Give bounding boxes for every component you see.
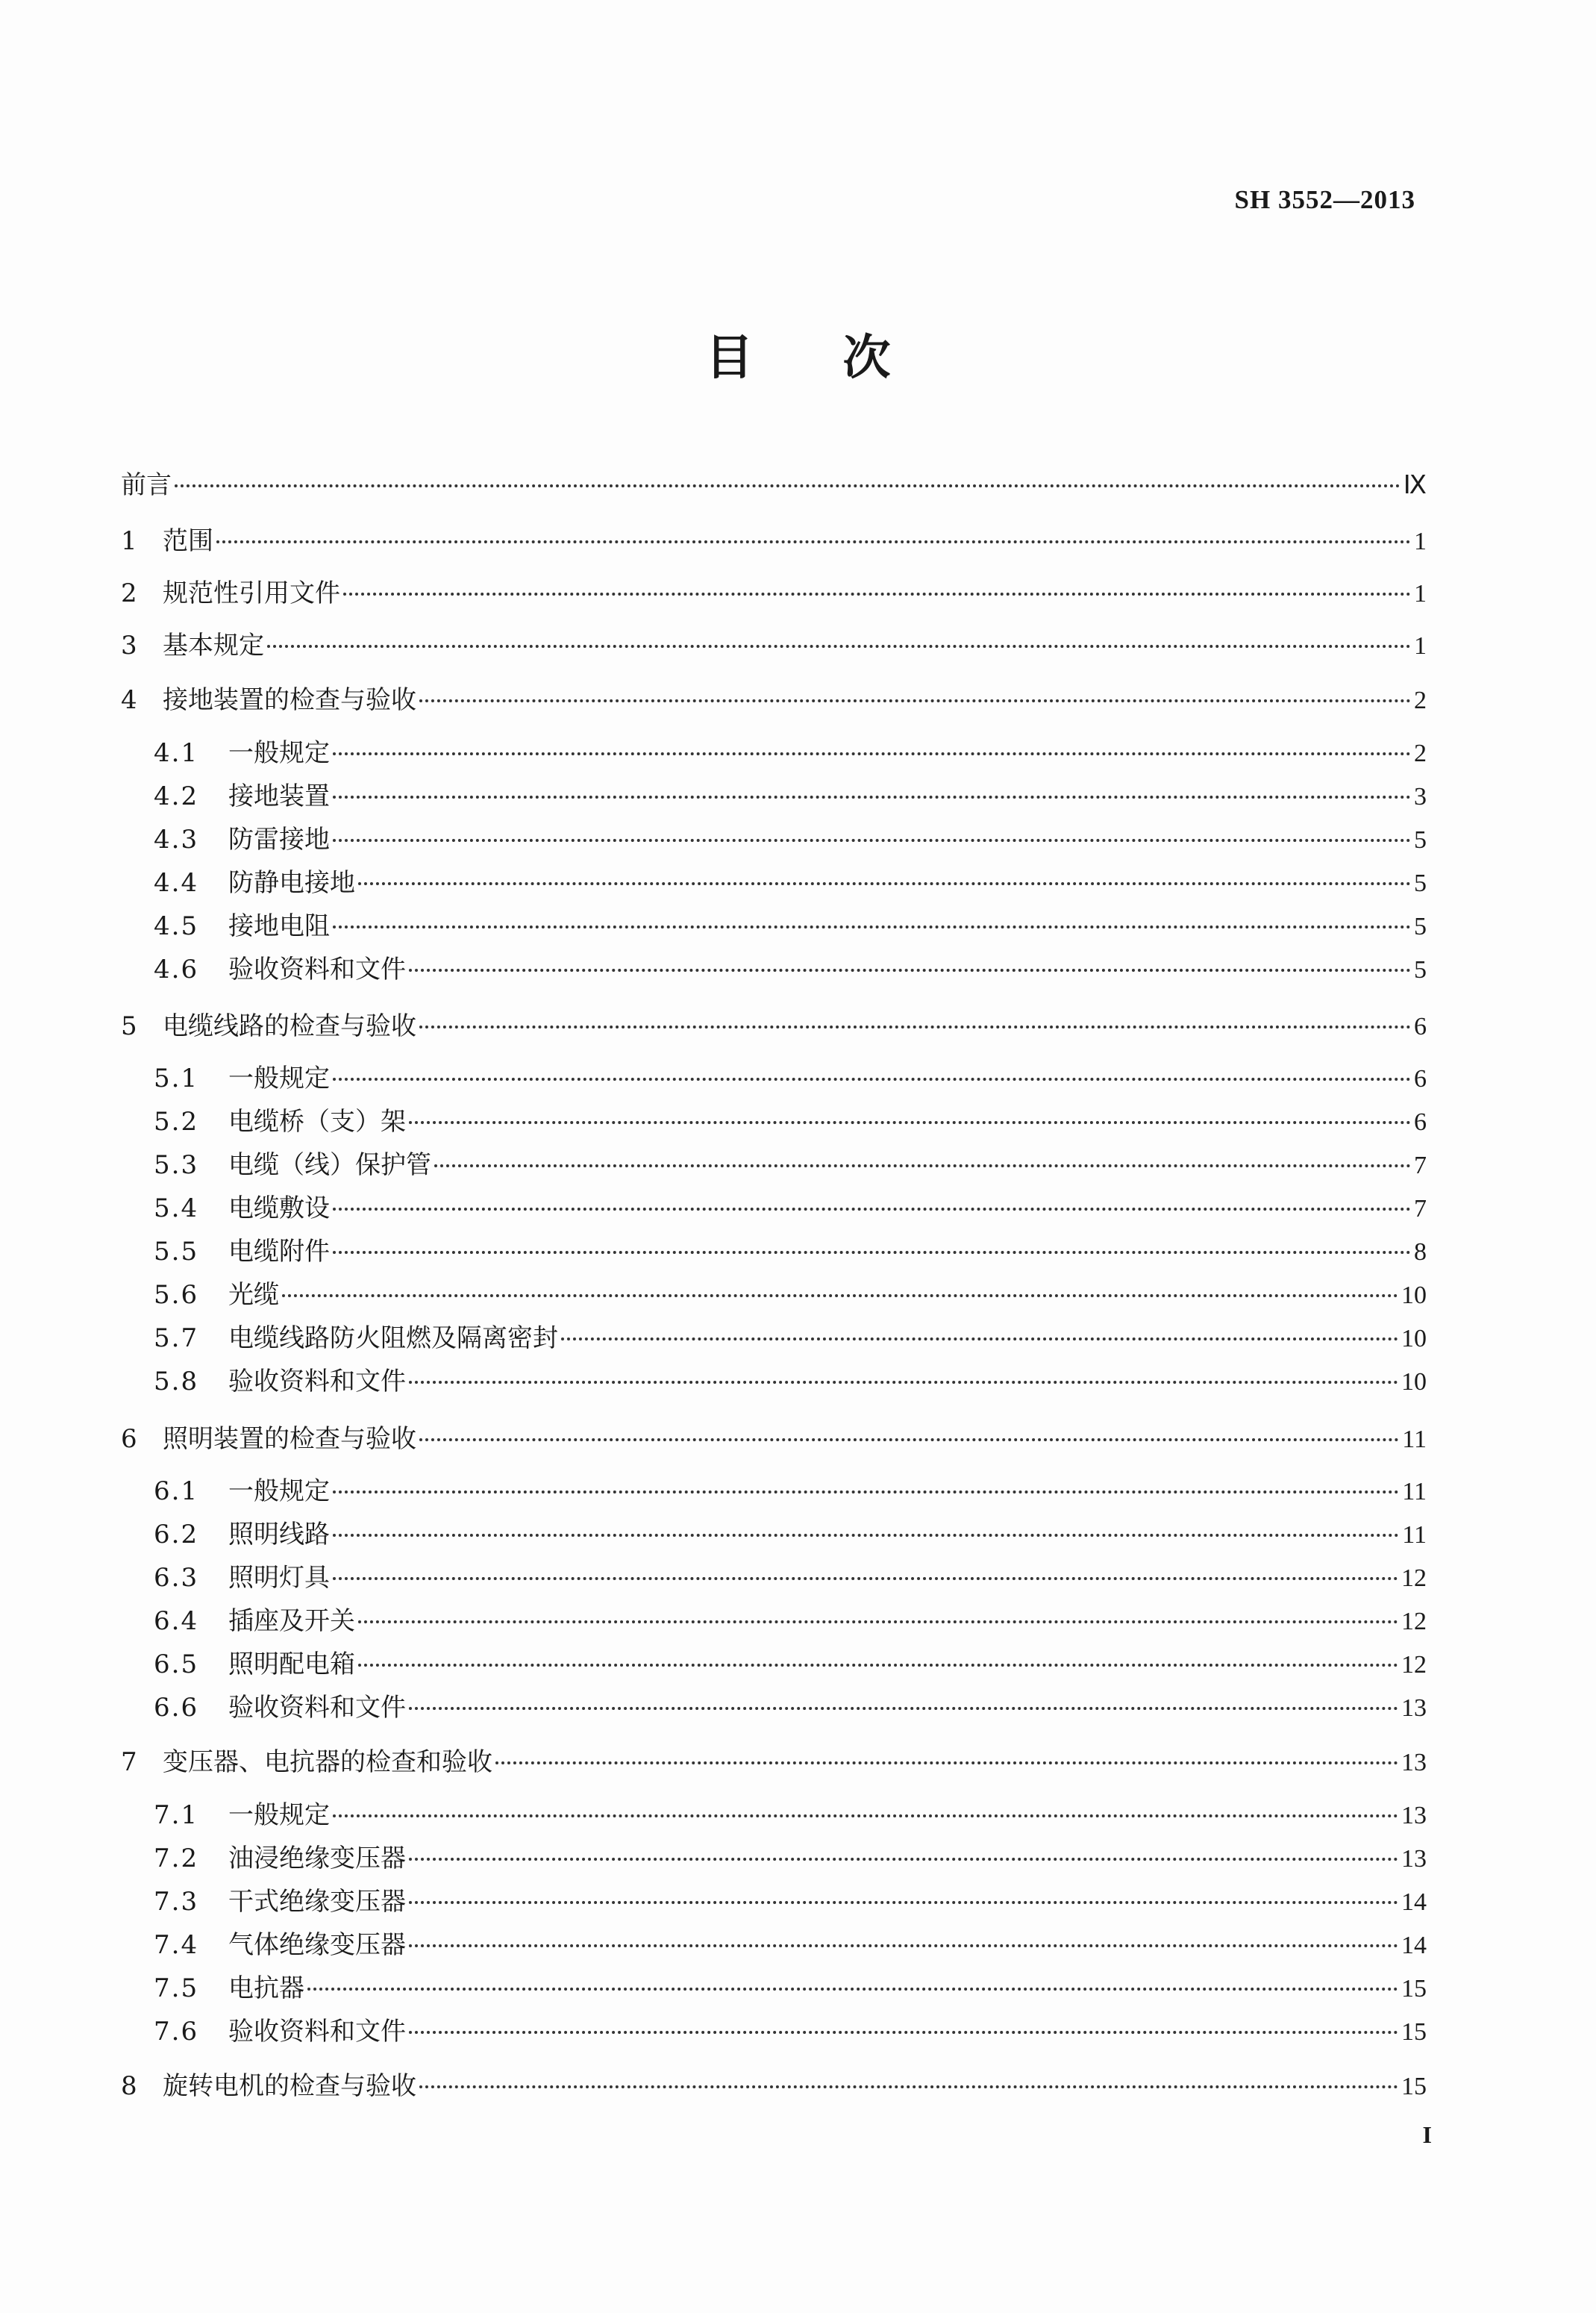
toc-entry-number: 4.4: [154, 868, 199, 898]
dot-leader: [409, 1381, 1398, 1384]
toc-entry-page: 5: [1414, 956, 1427, 984]
toc-entry-label: 电缆桥（支）架: [228, 1107, 406, 1137]
toc-entry-page: 10: [1401, 1282, 1427, 1309]
dot-leader: [419, 699, 1411, 702]
toc-entry[interactable]: [154, 1363, 1427, 1400]
toc-entry-number: 6.3: [154, 1563, 199, 1593]
toc-entry[interactable]: [154, 1060, 1427, 1097]
toc-entry-page: 15: [1401, 2073, 1427, 2100]
toc-entry-page: 14: [1401, 1888, 1427, 1916]
toc-entry-page: 6: [1414, 1013, 1427, 1040]
toc-entry-label: 一般规定: [228, 1476, 330, 1506]
toc-entry[interactable]: [154, 1320, 1427, 1357]
toc-entry-page: 5: [1414, 826, 1427, 854]
toc-entry-number: 4.3: [154, 825, 199, 855]
toc-entry[interactable]: [121, 1420, 1427, 1458]
toc-entry-number: 4.1: [154, 738, 199, 768]
toc-entry-page: 11: [1402, 1521, 1427, 1549]
toc-entry-number: 7.4: [154, 1930, 199, 1960]
toc-entry[interactable]: [154, 734, 1427, 772]
toc-entry[interactable]: [154, 1146, 1427, 1184]
toc-entry-number: 4.5: [154, 911, 199, 941]
toc-entry-label: 光缆: [228, 1280, 279, 1310]
dot-leader: [307, 1988, 1398, 1991]
toc-entry-page: 12: [1401, 1651, 1427, 1679]
toc-entry-number: 6.4: [154, 1606, 199, 1636]
dot-leader: [409, 1944, 1398, 1947]
toc-entry-page: 12: [1401, 1608, 1427, 1635]
toc-entry-page: 1: [1414, 580, 1427, 608]
dot-leader: [282, 1294, 1398, 1297]
dot-leader: [333, 1208, 1411, 1211]
toc-entry-page: 2: [1414, 687, 1427, 714]
toc-entry[interactable]: [154, 1103, 1427, 1140]
toc-entry-page: 13: [1401, 1802, 1427, 1829]
toc-entry-label: 基本规定: [163, 631, 264, 661]
toc-entry-page: 11: [1402, 1478, 1427, 1505]
toc-entry[interactable]: [154, 1559, 1427, 1596]
toc-entry-number: 5.7: [154, 1323, 199, 1353]
dot-leader: [419, 1026, 1411, 1028]
dot-leader: [333, 752, 1411, 755]
toc-entry[interactable]: [121, 2067, 1427, 2105]
toc-entry-number: 6.6: [154, 1693, 199, 1723]
toc-entry-number: 7.5: [154, 1973, 199, 2003]
toc-entry-page: 14: [1401, 1932, 1427, 1959]
toc-entry-page: Ⅸ: [1403, 472, 1427, 499]
toc-entry-page: 12: [1401, 1564, 1427, 1592]
standard-code: SH 3552—2013: [1234, 185, 1415, 214]
toc-entry-number: 5.5: [154, 1237, 199, 1267]
dot-leader: [409, 1707, 1398, 1710]
toc-entry-label: 电缆（线）保护管: [228, 1150, 431, 1180]
toc-entry-number: 3: [121, 631, 137, 661]
toc-entry-page: 7: [1414, 1152, 1427, 1179]
dot-leader: [409, 1901, 1398, 1904]
toc-entry[interactable]: [121, 1008, 1427, 1045]
toc-entry[interactable]: [154, 2013, 1427, 2050]
dot-leader: [333, 796, 1411, 799]
dot-leader: [333, 1251, 1411, 1254]
dot-leader: [358, 1620, 1398, 1623]
toc-entry[interactable]: [121, 522, 1427, 560]
toc-entry-page: 7: [1414, 1195, 1427, 1223]
toc-entry-number: 4.6: [154, 955, 199, 984]
toc-entry[interactable]: [154, 1926, 1427, 1964]
toc-entry-page: 10: [1401, 1368, 1427, 1396]
toc-entry-number: 1: [121, 526, 137, 556]
dot-leader: [333, 1814, 1398, 1817]
toc-entry[interactable]: [154, 1233, 1427, 1270]
toc-entry-label: 接地电阻: [228, 911, 330, 941]
toc-entry-number: 6: [121, 1424, 137, 1454]
dot-leader: [333, 925, 1411, 928]
toc-entry-number: 2: [121, 578, 137, 608]
toc-entry-label: 旋转电机的检查与验收: [163, 2071, 416, 2101]
dot-leader: [409, 2031, 1398, 2034]
toc-entry-label: 插座及开关: [228, 1606, 355, 1636]
toc-entry-label: 规范性引用文件: [163, 578, 340, 608]
toc-entry-label: 一般规定: [228, 1800, 330, 1830]
dot-leader: [333, 1577, 1398, 1580]
dot-leader: [343, 593, 1411, 596]
toc-entry-page: 11: [1402, 1426, 1427, 1453]
dot-leader: [434, 1164, 1411, 1167]
toc-entry-label: 验收资料和文件: [228, 2017, 406, 2047]
toc-entry[interactable]: [154, 864, 1427, 902]
toc-entry[interactable]: [154, 1516, 1427, 1553]
toc-entry-number: 5.3: [154, 1150, 199, 1180]
toc-entry-number: 6.1: [154, 1476, 199, 1506]
toc-entry[interactable]: [154, 821, 1427, 858]
toc-entry-page: 5: [1414, 913, 1427, 940]
toc-entry-page: 8: [1414, 1238, 1427, 1266]
toc-entry[interactable]: [154, 1646, 1427, 1683]
dot-leader: [267, 645, 1411, 648]
toc-entry-label: 电缆线路防火阻燃及隔离密封: [228, 1323, 558, 1353]
toc-entry-page: 6: [1414, 1065, 1427, 1093]
dot-leader: [333, 1078, 1411, 1081]
toc-entry-number: 5.8: [154, 1367, 199, 1396]
dot-leader: [495, 1761, 1398, 1764]
toc-entry-number: 7.6: [154, 2017, 199, 2047]
toc-entry-page: 15: [1401, 1975, 1427, 2003]
toc-entry-label: 照明线路: [228, 1520, 330, 1549]
toc-entry-number: 5.4: [154, 1193, 199, 1223]
toc-entry-page: 5: [1414, 870, 1427, 897]
toc-entry[interactable]: [154, 908, 1427, 945]
toc-entry-label: 电缆附件: [228, 1237, 330, 1267]
toc-entry[interactable]: [154, 1689, 1427, 1726]
toc-entry-number: 4: [121, 685, 137, 715]
toc-entry-number: 7.1: [154, 1800, 199, 1830]
toc-entry-page: 10: [1401, 1325, 1427, 1352]
dot-leader: [333, 1491, 1399, 1493]
toc-entry-label: 照明配电箱: [228, 1649, 355, 1679]
toc-entry-number: 5.1: [154, 1064, 199, 1093]
toc-entry-number: 4.2: [154, 781, 199, 811]
toc-entry[interactable]: [154, 1276, 1427, 1314]
toc-entry[interactable]: [154, 1797, 1427, 1834]
toc-entry[interactable]: [154, 1602, 1427, 1640]
toc-entry-page: 13: [1401, 1845, 1427, 1873]
toc-entry-label: 验收资料和文件: [228, 1367, 406, 1396]
toc-entry-label: 电抗器: [228, 1973, 304, 2003]
dot-leader: [409, 1858, 1398, 1861]
toc-entry-label: 干式绝缘变压器: [228, 1887, 406, 1917]
toc-entry[interactable]: [121, 575, 1427, 612]
toc-entry-page: 1: [1414, 528, 1427, 555]
page-title: 目次: [705, 330, 980, 386]
toc-entry-number: 7: [121, 1747, 137, 1777]
dot-leader: [216, 540, 1411, 543]
toc-entry-label: 油浸绝缘变压器: [228, 1844, 406, 1873]
toc-entry-page: 1: [1414, 632, 1427, 660]
toc-entry-label: 验收资料和文件: [228, 955, 406, 984]
toc-entry-label: 防雷接地: [228, 825, 330, 855]
toc-entry[interactable]: [121, 466, 1427, 504]
dot-leader: [358, 1664, 1398, 1667]
dot-leader: [561, 1337, 1398, 1340]
toc-entry-number: 5.2: [154, 1107, 199, 1137]
toc-entry-label: 一般规定: [228, 1064, 330, 1093]
toc-entry-label: 照明灯具: [228, 1563, 330, 1593]
toc-entry-label: 电缆敷设: [228, 1193, 330, 1223]
dot-leader: [419, 1438, 1399, 1441]
toc-entry[interactable]: [121, 627, 1427, 664]
toc-entry-label: 气体绝缘变压器: [228, 1930, 406, 1960]
toc-entry-number: 7.3: [154, 1887, 199, 1917]
toc-entry-page: 6: [1414, 1108, 1427, 1136]
toc-entry[interactable]: [121, 1744, 1427, 1781]
toc-entry-label: 电缆线路的检查与验收: [163, 1011, 416, 1041]
toc-entry-label: 变压器、电抗器的检查和验收: [163, 1747, 492, 1777]
toc-entry-number: 7.2: [154, 1844, 199, 1873]
toc-entry-label: 前言: [121, 470, 172, 500]
dot-leader: [419, 2085, 1398, 2088]
toc-entry-number: 8: [121, 2071, 137, 2101]
dot-leader: [333, 839, 1411, 842]
dot-leader: [333, 1534, 1399, 1537]
toc-entry-number: 5.6: [154, 1280, 199, 1310]
dot-leader: [358, 882, 1411, 885]
toc-entry-label: 范围: [163, 526, 213, 556]
toc-entry-page: 3: [1414, 783, 1427, 811]
toc-entry-label: 接地装置的检查与验收: [163, 685, 416, 715]
toc-entry-number: 6.2: [154, 1520, 199, 1549]
toc-entry[interactable]: [154, 1883, 1427, 1920]
toc-entry[interactable]: [154, 1970, 1427, 2007]
toc-entry[interactable]: [154, 1190, 1427, 1227]
toc-entry[interactable]: [154, 1840, 1427, 1877]
toc-entry[interactable]: [121, 681, 1427, 719]
toc-entry-label: 验收资料和文件: [228, 1693, 406, 1723]
toc-entry-label: 一般规定: [228, 738, 330, 768]
toc-entry-page: 13: [1401, 1694, 1427, 1722]
dot-leader: [409, 969, 1411, 972]
toc-entry-page: 2: [1414, 740, 1427, 767]
toc-entry-label: 照明装置的检查与验收: [163, 1424, 416, 1454]
toc-entry-label: 接地装置: [228, 781, 330, 811]
toc-entry-number: 5: [121, 1011, 137, 1041]
toc-entry[interactable]: [154, 778, 1427, 815]
toc-entry-page: 13: [1401, 1749, 1427, 1776]
dot-leader: [409, 1121, 1411, 1124]
dot-leader: [175, 484, 1401, 487]
toc-entry-number: 6.5: [154, 1649, 199, 1679]
toc-entry[interactable]: [154, 951, 1427, 988]
page-number: I: [1422, 2121, 1432, 2148]
toc-entry-page: 15: [1401, 2018, 1427, 2046]
toc-entry[interactable]: [154, 1473, 1427, 1510]
toc-entry-label: 防静电接地: [228, 868, 355, 898]
